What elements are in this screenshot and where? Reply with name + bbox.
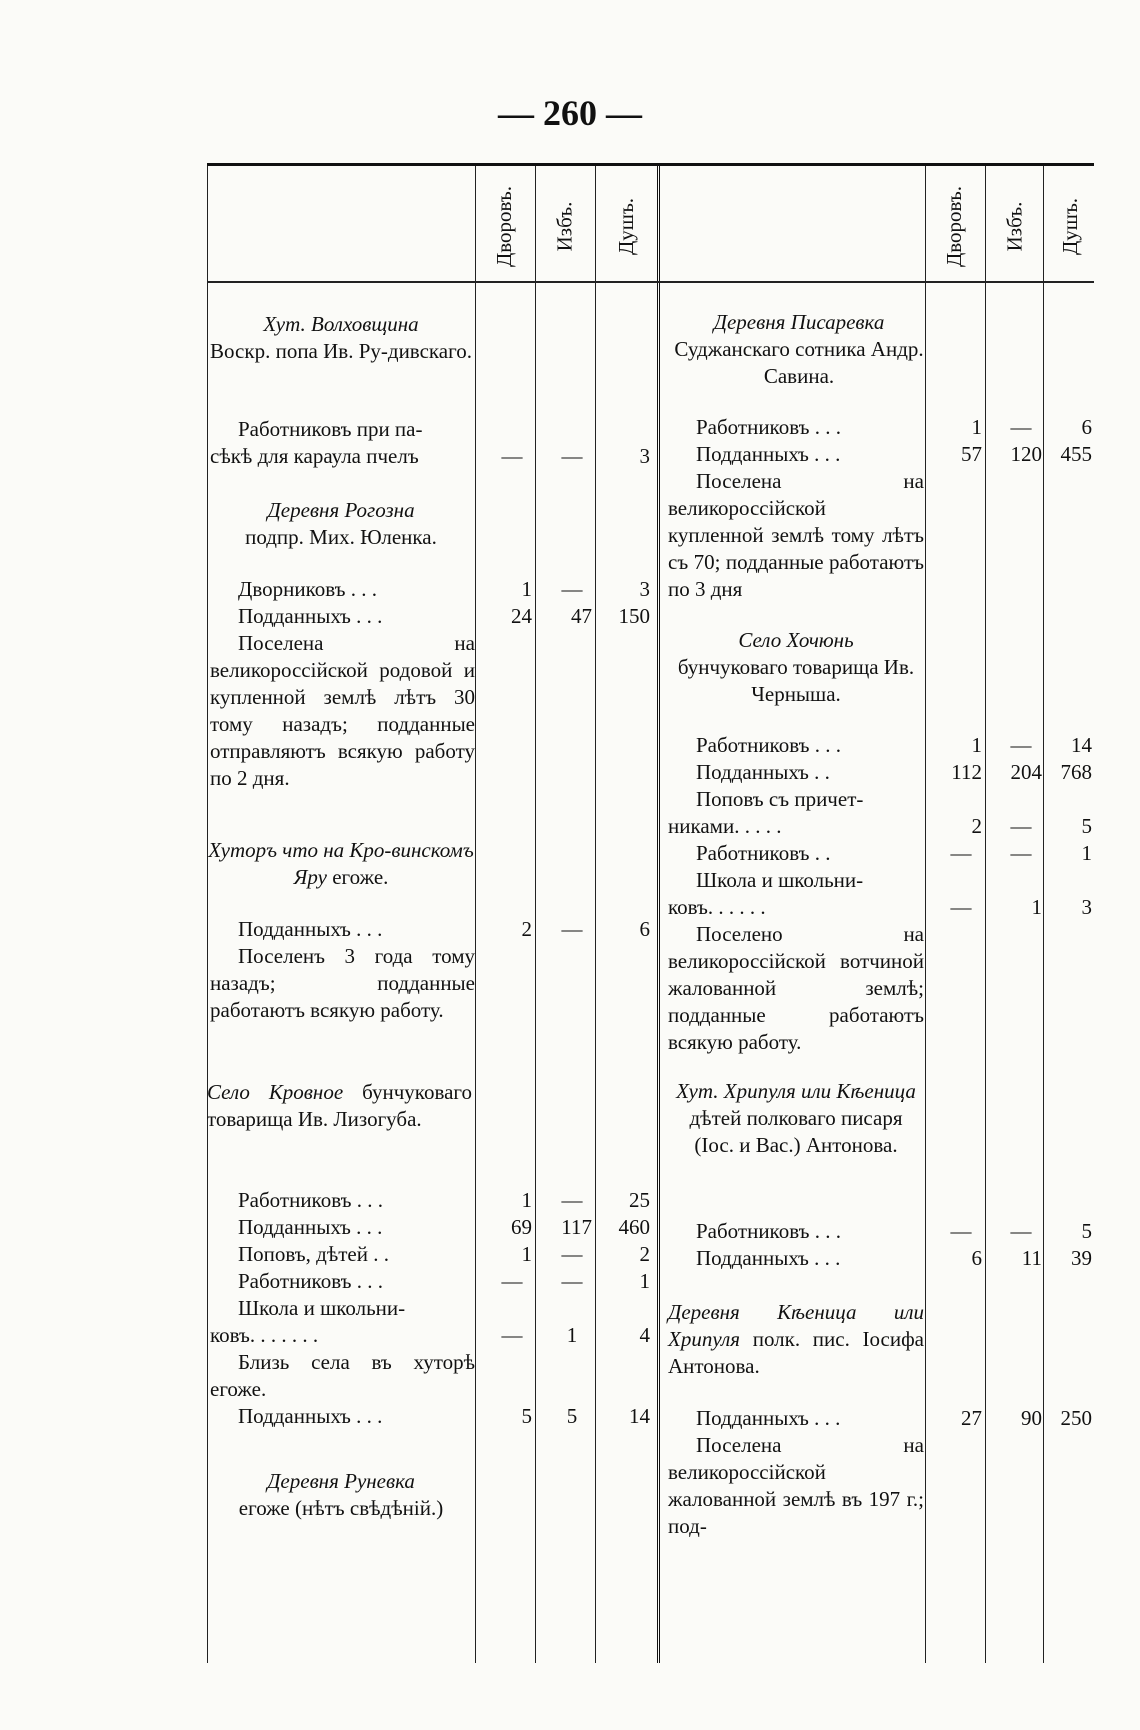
- cell-izb: 47: [571, 604, 592, 628]
- cell-dvorov: 1: [971, 733, 982, 757]
- page-number: — 260 —: [498, 93, 642, 133]
- cell-dush: 14: [629, 1404, 650, 1428]
- cell-izb: —: [561, 444, 583, 468]
- cell-dvorov: 1: [521, 1188, 532, 1212]
- cell-dvorov: 6: [971, 1246, 982, 1270]
- cell-izb: 117: [561, 1215, 592, 1239]
- cell-dush: 5: [1081, 814, 1092, 838]
- row-label: Подданныхъ . . .: [238, 1404, 383, 1428]
- cell-izb: —: [1010, 1219, 1032, 1243]
- cell-izb: —: [1010, 733, 1032, 757]
- row-label: ковъ. . . . . . .: [210, 1323, 319, 1347]
- row-label: Работниковъ . . .: [238, 1188, 383, 1212]
- section-title: Село Кровное бунчуковаго товарища Ив. Лизогуба.: [207, 1080, 472, 1131]
- cell-izb: 90: [1021, 1406, 1042, 1430]
- cell-dvorov: —: [950, 1219, 972, 1243]
- cell-dush: 39: [1071, 1246, 1092, 1270]
- cell-izb: 5: [566, 1404, 578, 1428]
- cell-dvorov: 2: [521, 917, 532, 941]
- settlement-note: Поселена на великороссійской жалованной землѣ въ 197 г.; под-: [668, 1433, 924, 1538]
- cell-dush: 768: [1060, 760, 1092, 784]
- cell-dvorov: 24: [511, 604, 532, 628]
- cell-dvorov: 112: [951, 760, 982, 784]
- cell-dush: 3: [639, 577, 650, 601]
- row-label: Подданныхъ . . .: [696, 1246, 841, 1270]
- row-label: Подданныхъ . . .: [238, 1215, 383, 1239]
- cell-dvorov: 1: [521, 577, 532, 601]
- header-izb-left: Избъ.: [552, 201, 577, 251]
- settlement-note: Поселенъ 3 года тому назадъ; подданные работаютъ всякую работу.: [210, 944, 475, 1022]
- column-divider: [595, 166, 596, 1663]
- header-izb-right: Избъ.: [1002, 201, 1027, 251]
- column-divider: [535, 166, 536, 1663]
- cell-dvorov: —: [501, 1269, 523, 1293]
- cell-dvorov: 1: [971, 415, 982, 439]
- cell-dush: 4: [639, 1323, 650, 1347]
- cell-dush: 6: [639, 917, 650, 941]
- cell-dvorov: —: [501, 1323, 523, 1347]
- row-label: Подданныхъ . . .: [238, 917, 383, 941]
- cell-izb: 120: [1010, 442, 1042, 466]
- header-dvorov-right: Дворовъ.: [942, 185, 967, 267]
- row-label: Работниковъ . .: [696, 841, 831, 865]
- cell-izb: —: [561, 577, 583, 601]
- section-title: Хут. Волховщина Воскр. попа Ив. Ру-дивскаго.: [210, 312, 472, 363]
- section-title: Село Хочюнь бунчуковаго товарища Ив. Черныша.: [677, 628, 915, 706]
- section-title: Хут. Хрипуля или Кѣеница дѣтей полковаго писаря (Іос. и Вас.) Антонова.: [676, 1079, 916, 1157]
- row-label: Работниковъ . . .: [696, 1219, 841, 1243]
- cell-dvorov: 27: [961, 1406, 982, 1430]
- cell-izb: —: [561, 1242, 583, 1266]
- cell-dush: 14: [1071, 733, 1092, 757]
- row-label: сѣкѣ для караула пчелъ: [210, 444, 419, 468]
- row-label: Подданныхъ . . .: [696, 1406, 841, 1430]
- cell-izb: —: [561, 917, 583, 941]
- cell-dush: 3: [639, 444, 650, 468]
- cell-dush: 1: [639, 1269, 650, 1293]
- row-label: Дворниковъ . . .: [238, 577, 377, 601]
- cell-dvorov: —: [950, 841, 972, 865]
- cell-izb: —: [1010, 814, 1032, 838]
- cell-izb: —: [1010, 841, 1032, 865]
- cell-dush: 460: [618, 1215, 650, 1239]
- cell-dvorov: 69: [511, 1215, 532, 1239]
- header-dvorov-left: Дворовъ.: [492, 185, 517, 267]
- column-divider: [925, 166, 926, 1663]
- cell-dush: 150: [618, 604, 650, 628]
- center-double-rule: [657, 166, 663, 1663]
- header-dush-right: Душъ.: [1058, 197, 1083, 255]
- settlement-note: Близь села въ хуторѣ егоже.: [210, 1350, 475, 1401]
- cell-izb: —: [561, 1188, 583, 1212]
- cell-dush: 250: [1060, 1406, 1092, 1430]
- row-label: Подданныхъ . .: [696, 760, 830, 784]
- section-title: Хуторъ что на Кро-винскомъ Яру егоже.: [208, 838, 474, 889]
- row-label: Работниковъ . . .: [238, 1269, 383, 1293]
- cell-dush: 25: [629, 1188, 650, 1212]
- cell-dvorov: 1: [521, 1242, 532, 1266]
- section-title: Деревня Кѣеница или Хрипуля полк. пис. Іосифа Антонова.: [668, 1300, 925, 1378]
- cell-izb: 11: [1021, 1246, 1042, 1270]
- settlement-note: Поселено на великороссійской вотчиной жалованной землѣ; подданные работаютъ всякую работу.: [668, 922, 924, 1054]
- section-title: Деревня Рогозна подпр. Мих. Юленка.: [245, 498, 437, 549]
- column-divider: [475, 166, 476, 1663]
- cell-dush: 2: [639, 1242, 650, 1266]
- row-label: Поповъ съ причет-: [696, 787, 864, 811]
- cell-dush: 5: [1081, 1219, 1092, 1243]
- cell-izb: 204: [1010, 760, 1042, 784]
- row-label: ковъ. . . . . .: [668, 895, 766, 919]
- row-label: Работниковъ при па-: [238, 417, 423, 441]
- header-rule: [207, 281, 1094, 283]
- cell-dvorov: 57: [961, 442, 982, 466]
- cell-dvorov: —: [501, 444, 523, 468]
- column-divider: [985, 166, 986, 1663]
- cell-dvorov: —: [950, 895, 972, 919]
- row-label: Школа и школьни-: [238, 1296, 406, 1320]
- row-label: никами. . . . .: [668, 814, 782, 838]
- row-label: Работниковъ . . .: [696, 415, 841, 439]
- cell-dvorov: 5: [521, 1404, 532, 1428]
- cell-izb: —: [1010, 415, 1032, 439]
- cell-izb: 1: [1031, 895, 1042, 919]
- table-left-border: [207, 166, 208, 1663]
- settlement-note: Поселена на великороссійской купленной землѣ тому лѣтъ съ 70; подданные работаютъ по 3 дня: [668, 469, 924, 601]
- cell-dush: 455: [1060, 442, 1092, 466]
- cell-dvorov: 2: [971, 814, 982, 838]
- cell-dush: 1: [1081, 841, 1092, 865]
- row-label: Подданныхъ . . .: [696, 442, 841, 466]
- row-label: Работниковъ . . .: [696, 733, 841, 757]
- cell-izb: 1: [566, 1323, 578, 1347]
- cell-izb: —: [561, 1269, 583, 1293]
- row-label: Школа и школьни-: [696, 868, 864, 892]
- settlement-note: Поселена на великороссійской родовой и купленной землѣ лѣтъ 30 тому назадъ; подданные отправляютъ всякую работу по 2 дня.: [210, 631, 475, 790]
- cell-dush: 3: [1081, 895, 1092, 919]
- section-title: Деревня Писаревка Суджанскаго сотника Андр. Савина.: [674, 310, 924, 388]
- section-title: Деревня Руневка егоже (нѣтъ свѣдѣній.): [238, 1469, 444, 1520]
- row-label: Поповъ, дѣтей . .: [238, 1242, 389, 1266]
- cell-dush: 6: [1081, 415, 1092, 439]
- row-label: Подданныхъ . . .: [238, 604, 383, 628]
- header-dush-left: Душъ.: [614, 197, 639, 255]
